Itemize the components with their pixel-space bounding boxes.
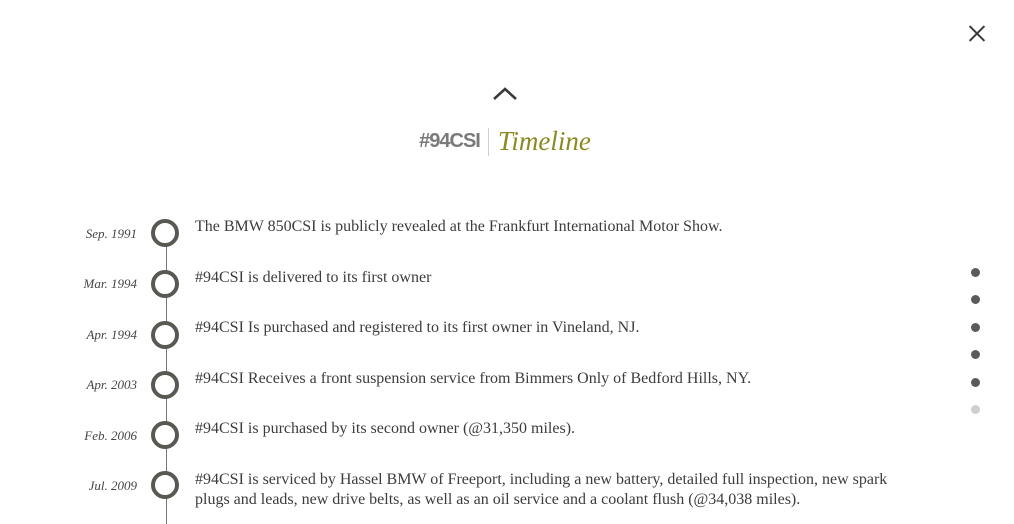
timeline-node-icon (151, 321, 179, 349)
timeline-node-icon (151, 371, 179, 399)
close-button[interactable] (962, 18, 992, 48)
event-text: #94CSI Receives a front suspension service from Bimmers Only of Bedford Hills, NY. (195, 370, 752, 387)
nav-dot[interactable] (971, 350, 980, 359)
event-date: Apr. 1994 (86, 327, 137, 342)
event-date: Jul. 2009 (88, 478, 137, 493)
timeline-node-icon (151, 471, 179, 499)
event-date: Feb. 2006 (84, 428, 137, 443)
chevron-up-icon[interactable] (492, 86, 518, 102)
event-text: #94CSI is serviced by Hassel BMW of Freeport, including a new battery, detailed full inspection, new spark plugs and leads, new drive belts, as well as an oil service and a coolant flush (@34,038 miles). (195, 471, 888, 508)
title-word: Timeline (497, 126, 591, 156)
event-text: #94CSI Is purchased and registered to its first owner in Vineland, NJ. (195, 319, 640, 336)
event-text: #94CSI is delivered to its first owner (195, 269, 432, 286)
event-date: Sep. 1991 (85, 226, 137, 241)
nav-dot[interactable] (971, 405, 980, 414)
timeline-node-icon (151, 421, 179, 449)
section-dot-nav (971, 268, 983, 432)
event-text: #94CSI is purchased by its second owner (@31,350 miles). (195, 420, 576, 437)
event-date: Mar. 1994 (83, 276, 137, 291)
event-date: Apr. 2003 (86, 377, 137, 392)
page-title (0, 126, 1010, 157)
timeline-node-icon (151, 270, 179, 298)
nav-dot[interactable] (971, 268, 980, 277)
title-divider (488, 128, 489, 156)
title-tag: #94CSI (419, 130, 480, 152)
nav-dot[interactable] (971, 323, 980, 332)
event-text: The BMW 850CSI is publicly revealed at the Frankfurt International Motor Show. (195, 218, 723, 235)
nav-dot[interactable] (971, 378, 980, 387)
timeline-node-icon (151, 219, 179, 247)
nav-dot[interactable] (971, 295, 980, 304)
